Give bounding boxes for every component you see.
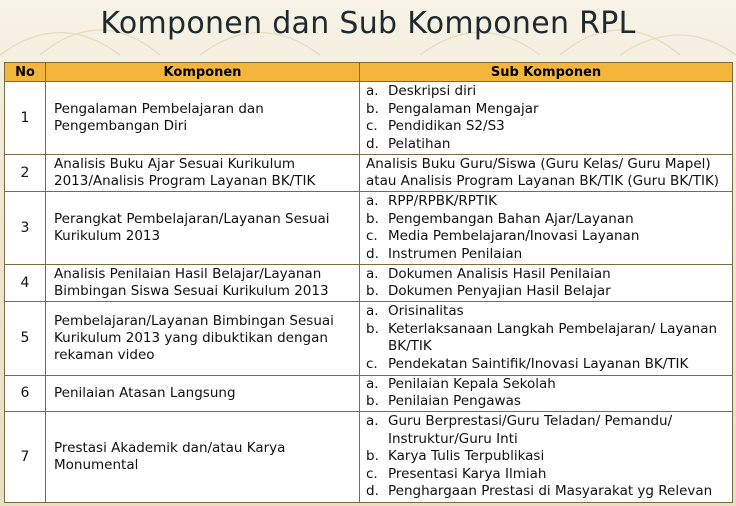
header-no: No [5,63,46,82]
list-text: RPP/RPBK/RPTIK [388,193,497,210]
list-letter: b. [366,448,379,465]
list-text: Orisinalitas [388,303,464,320]
list-item [366,228,728,246]
list-item [366,356,728,374]
list-item [366,136,728,154]
list-text: Dokumen Analisis Hasil Penilaian [388,265,611,282]
table-row [5,265,733,302]
list-item [366,376,728,394]
list-letter: d. [366,245,379,262]
sub-komponen-list [366,413,728,501]
row-number: 5 [5,302,46,375]
komponen-cell: Analisis Penilaian Hasil Belajar/Layanan Bimbingan Siswa Sesuai Kurikulum 2013 [46,265,360,302]
list-item [366,266,728,284]
list-text: Pendekatan Saintifik/Inovasi Layanan BK/TIK [388,355,689,372]
list-text: Keterlaksanaan Langkah Pembelajaran/ Layanan BK/TIK [388,320,718,355]
list-letter: c. [366,118,378,135]
sub-komponen-list [366,376,728,411]
sub-komponen-text: Analisis Buku Guru/Siswa (Guru Kelas/ Guru Mapel) atau Analisis Program Layanan BK/TIK (Guru BK/TIK) [366,155,720,190]
list-letter: c. [366,228,378,245]
sub-komponen-cell [360,375,733,412]
list-letter: b. [366,393,379,410]
row-number: 4 [5,265,46,302]
list-item [366,118,728,136]
komponen-cell: Penilaian Atasan Langsung [46,375,360,412]
list-item [366,483,728,501]
header-sub-komponen: Sub Komponen [360,63,733,82]
list-item [366,466,728,484]
list-text: Penilaian Kepala Sekolah [388,375,556,392]
list-letter: a. [366,303,379,320]
header-komponen: Komponen [46,63,360,82]
list-letter: a. [366,375,379,392]
sub-komponen-cell [360,192,733,265]
list-letter: c. [366,465,378,482]
list-item [366,303,728,321]
list-text: Guru Berprestasi/Guru Teladan/ Pemandu/ Instruktur/Guru Inti [388,413,673,447]
list-letter: d. [366,483,379,500]
list-item [366,283,728,301]
list-text: Pengalaman Mengajar [388,100,539,117]
table-row [5,155,733,192]
list-text: Pengembangan Bahan Ajar/Layanan [388,210,634,227]
list-item [366,321,728,356]
sub-komponen-cell [360,412,733,503]
list-item [366,83,728,101]
list-item [366,193,728,211]
list-text: Deskripsi diri [388,83,477,100]
list-item [366,246,728,264]
komponen-cell: Perangkat Pembelajaran/Layanan Sesuai Kurikulum 2013 [46,192,360,265]
row-number: 1 [5,82,46,155]
row-number: 6 [5,375,46,412]
sub-komponen-cell [360,302,733,375]
rpl-component-table [4,62,733,503]
sub-komponen-list [366,303,728,373]
list-letter: b. [366,283,379,300]
list-letter: a. [366,83,379,100]
sub-komponen-cell [360,265,733,302]
sub-komponen-cell [360,155,733,192]
sub-komponen-list [366,83,728,153]
sub-komponen-cell [360,82,733,155]
table-row [5,412,733,503]
list-text: Karya Tulis Terpublikasi [388,448,545,465]
list-text: Penilaian Pengawas [388,393,521,410]
table-row [5,82,733,155]
sub-komponen-list [366,266,728,301]
row-number: 3 [5,192,46,265]
list-text: Instrumen Penilaian [388,245,523,262]
list-letter: b. [366,320,379,337]
table-row [5,192,733,265]
list-item [366,101,728,119]
komponen-cell: Pengalaman Pembelajaran dan Pengembangan Diri [46,82,360,155]
list-letter: a. [366,193,379,210]
list-text: Pelatihan [388,135,451,152]
list-letter: d. [366,135,379,152]
row-number: 7 [5,412,46,503]
row-number: 2 [5,155,46,192]
komponen-cell: Pembelajaran/Layanan Bimbingan Sesuai Kurikulum 2013 yang dibuktikan dengan rekaman video [46,302,360,375]
list-text: Pendidikan S2/S3 [388,118,505,135]
list-item [366,448,728,466]
list-letter: b. [366,210,379,227]
table-header-row [5,63,733,82]
list-text: Penghargaan Prestasi di Masyarakat yg Relevan [388,483,713,500]
list-letter: c. [366,355,378,372]
page-title: Komponen dan Sub Komponen RPL [100,6,636,41]
list-text: Dokumen Penyajian Hasil Belajar [388,283,611,300]
list-letter: b. [366,100,379,117]
list-letter: a. [366,265,379,282]
list-item [366,413,728,448]
komponen-cell: Prestasi Akademik dan/atau Karya Monumental [46,412,360,503]
list-item [366,393,728,411]
list-text: Media Pembelajaran/Inovasi Layanan [388,228,640,245]
sub-komponen-list [366,193,728,263]
table-row [5,375,733,412]
list-item [366,211,728,229]
komponen-cell: Analisis Buku Ajar Sesuai Kurikulum 2013/Analisis Program Layanan BK/TIK [46,155,360,192]
list-text: Presentasi Karya Ilmiah [388,465,547,482]
table-row [5,302,733,375]
list-letter: a. [366,413,379,430]
